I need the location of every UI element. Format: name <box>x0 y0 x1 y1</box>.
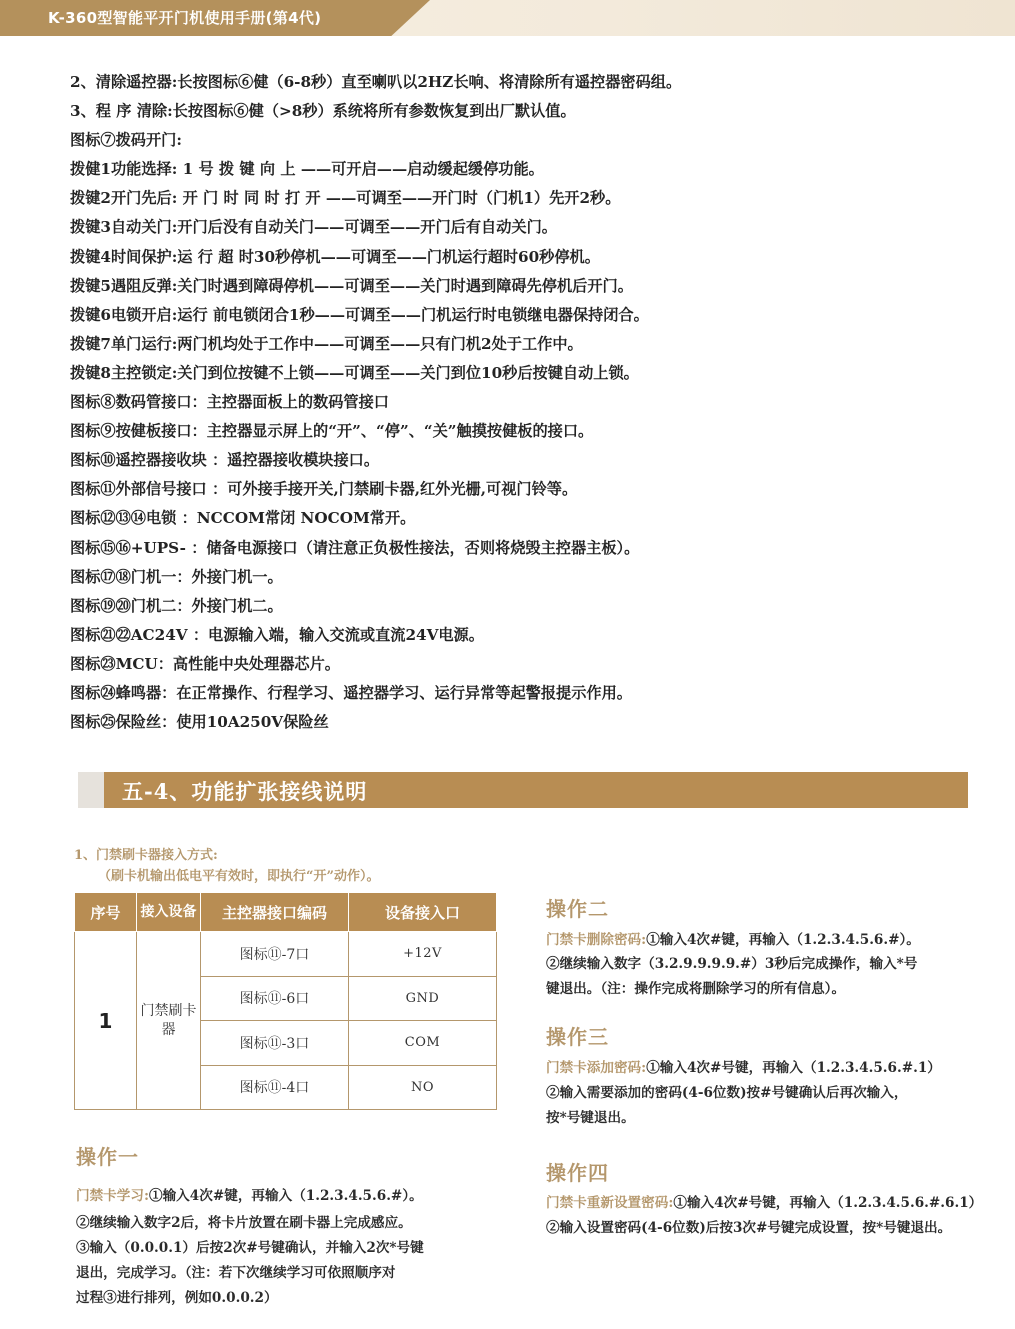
instruction-line: 图标⑩遥控器接收块 ：遥控器接收模块接口。 <box>70 451 380 470</box>
interface-code: 图标⑪-7口 <box>201 932 349 977</box>
instruction-line: 图标⑧数码管接口：主控器面板上的数码管接口 <box>70 393 389 412</box>
interface-code: 图标⑪-4口 <box>201 1065 349 1110</box>
instruction-line: 图标⑰⑱门机一：外接门机一。 <box>70 567 283 586</box>
op1-line: ②继续输入数字2后，将卡片放置在刷卡器上完成感应。 <box>76 1215 412 1231</box>
row-index: 1 <box>75 932 137 1110</box>
intro-note: （刷卡机输出低电平有效时，即执行“开”动作）。 <box>98 869 380 884</box>
op4-step: ①输入4次#号键，再输入（1.2.3.4.5.6.#.6.1） <box>673 1195 983 1211</box>
wiring-table <box>74 892 496 1110</box>
col-header-device: 接入设备 <box>137 893 201 932</box>
instruction-line: 图标㉔蜂鸣器：在正常操作、行程学习、遥控器学习、运行异常等起警报提示作用。 <box>70 683 632 702</box>
instruction-line: 拨键7单门运行:两门机均处于工作中——可调至——只有门机2处于工作中。 <box>70 334 583 353</box>
op2-title: 操作二 <box>546 897 609 921</box>
instruction-line: 拨键6电锁开启:运行 前电锁闭合1秒——可调至——门机运行时电锁继电器保持闭合。 <box>70 305 649 324</box>
instruction-line: 图标⑦拨码开门: <box>70 131 182 150</box>
op2-label: 门禁卡删除密码: <box>546 932 647 948</box>
op3-line: ②输入需要添加的密码(4-6位数)按#号键确认后再次输入， <box>546 1085 908 1101</box>
device-port: COM <box>349 1021 497 1066</box>
op3-line <box>546 1056 941 1076</box>
op1-line: 过程③进行排列，例如0.0.0.2） <box>76 1290 278 1306</box>
op1-line: ③输入（0.0.0.1）后按2次#号键确认，并输入2次*号键 <box>76 1240 424 1256</box>
instruction-line: 图标⑲⑳门机二：外接门机二。 <box>70 596 283 615</box>
op2-line: ②继续输入数字（3.2.9.9.9.9.#）3秒后完成操作，输入*号 <box>546 956 918 972</box>
instruction-line: 3、程 序 清除:长按图标⑥健（>8秒）系统将所有参数恢复到出厂默认值。 <box>70 102 576 121</box>
instruction-line: 拨键4时间保护:运 行 超 时30秒停机——可调至——门机运行超时60秒停机。 <box>70 247 600 266</box>
table-header-row <box>75 893 497 932</box>
instruction-line: 2、清除遥控器:长按图标⑥健（6-8秒）直至喇叭以2HZ长响、将清除所有遥控器密码组。 <box>70 73 682 91</box>
device-port: +12V <box>349 932 497 977</box>
device-port: GND <box>349 976 497 1021</box>
table-row <box>75 932 497 977</box>
instruction-line: 图标⑪外部信号接口 ：可外接手接开关,门禁刷卡器,红外光栅,可视门铃等。 <box>70 480 578 499</box>
col-header-port: 设备接入口 <box>349 893 497 932</box>
device-port: NO <box>349 1065 497 1110</box>
instruction-line: 拨键3自动关门:开门后没有自动关门——可调至——开门后有自动关门。 <box>70 218 557 237</box>
instruction-line: 图标⑨按健板接口：主控器显示屏上的“开”、“停”、“关”触摸按健板的接口。 <box>70 422 594 441</box>
interface-code: 图标⑪-3口 <box>201 1021 349 1066</box>
instruction-line: 图标⑫⑬⑭电锁 ：NCCOM常闭 NOCOM常开。 <box>70 509 416 528</box>
op4-line: ②输入设置密码(4-6位数)后按3次#号键完成设置，按*号键退出。 <box>546 1220 952 1236</box>
op4-label: 门禁卡重新设置密码: <box>546 1195 674 1211</box>
op3-step: ①输入4次#号键，再输入（1.2.3.4.5.6.#.1） <box>646 1060 941 1076</box>
op4-line <box>546 1191 982 1211</box>
op2-step: ①输入4次#键，再输入（1.2.3.4.5.6.#）。 <box>646 932 920 948</box>
section-bar-shadow <box>78 772 104 808</box>
intro-heading: 1、门禁刷卡器接入方式: <box>74 848 218 863</box>
op2-line: 键退出。（注：操作完成将删除学习的所有信息）。 <box>546 981 846 997</box>
op4-title: 操作四 <box>546 1161 609 1185</box>
op1-label: 门禁卡学习: <box>76 1188 149 1204</box>
instruction-line: 图标㉕保险丝：使用10A250V保险丝 <box>70 713 329 732</box>
op3-title: 操作三 <box>546 1025 609 1049</box>
manual-title: K-360型智能平开门机使用手册(第4代) <box>48 9 322 27</box>
instruction-line: 图标㉓MCU：高性能中央处理器芯片。 <box>70 654 340 673</box>
instruction-line: 拨健1功能选择: 1 号 拨 键 向 上 ——可开启——启动缓起缓停功能。 <box>70 160 544 179</box>
instruction-line: 图标⑮⑯+UPS- ：储备电源接口（请注意正负极性接法，否则将烧毁主控器主板）。 <box>70 538 640 557</box>
op1-line <box>76 1184 423 1204</box>
op2-line <box>546 928 920 948</box>
interface-code: 图标⑪-6口 <box>201 976 349 1021</box>
row-device: 门禁刷卡器 <box>137 932 201 1110</box>
instruction-line: 拨键5遇阻反弹:关门时遇到障碍停机——可调至——关门时遇到障碍先停机后开门。 <box>70 276 633 295</box>
instruction-line: 图标㉑㉒AC24V ：电源输入端，输入交流或直流24V电源。 <box>70 625 484 644</box>
col-header-index: 序号 <box>75 893 137 932</box>
op1-step: ①输入4次#键，再输入（1.2.3.4.5.6.#）。 <box>149 1188 423 1204</box>
op3-line: 按*号键退出。 <box>546 1110 635 1126</box>
op3-label: 门禁卡添加密码: <box>546 1060 647 1076</box>
instruction-line: 拨键2开门先后: 开 门 时 同 时 打 开 ——可调至——开门时（门机1）先开2秒。 <box>70 189 621 208</box>
op1-title: 操作一 <box>76 1145 139 1169</box>
section-title: 五-4、功能扩张接线说明 <box>122 779 368 804</box>
op1-line: 退出，完成学习。（注：若下次继续学习可依照顺序对 <box>76 1265 396 1281</box>
col-header-code: 主控器接口编码 <box>201 893 349 932</box>
instruction-list <box>70 68 970 737</box>
instruction-line: 拨键8主控锁定:关门到位按键不上锁——可调至——关门到位10秒后按键自动上锁。 <box>70 363 639 382</box>
